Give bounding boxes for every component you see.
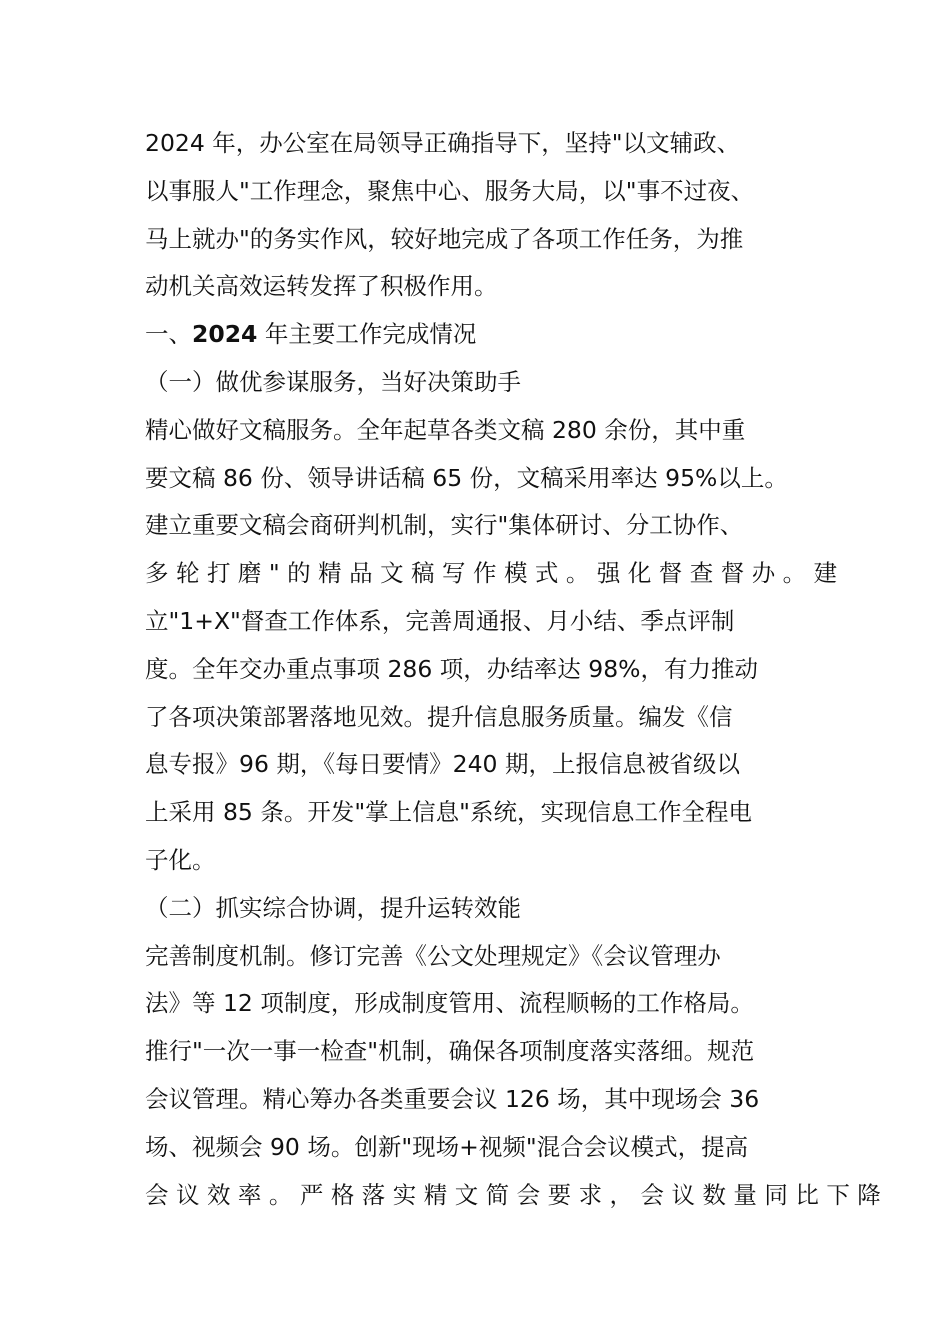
paragraph-line: 马上就办"的务实作风，较好地完成了各项工作任务，为推: [145, 224, 744, 253]
paragraph-line: 多 轮 打 磨 " 的 精 品 文 稿 写 作 模 式 。 强 化 督 查 督 办 。 建: [145, 559, 838, 588]
paragraph-line: 动机关高效运转发挥了积极作用。: [145, 272, 498, 301]
paragraph-line: 场、视频会 90 场。创新"现场+视频"混合会议模式，提高: [145, 1132, 749, 1161]
paragraph-line: 子化。: [145, 845, 216, 874]
paragraph-line: 完善制度机制。修订完善《公文处理规定》《会议管理办: [145, 941, 721, 970]
paragraph-line: 建立重要文稿会商研判机制，实行"集体研讨、分工协作、: [145, 511, 744, 540]
paragraph-line: 以事服人"工作理念，聚焦中心、服务大局，以"事不过夜、: [145, 176, 755, 205]
paragraph-line: 度。全年交办重点事项 286 项，办结率达 98%，有力推动: [145, 654, 758, 683]
paragraph-line: 精心做好文稿服务。全年起草各类文稿 280 余份，其中重: [145, 415, 746, 444]
subsection-heading: （二）抓实综合协调，提升运转效能: [145, 893, 521, 922]
paragraph-line: 了各项决策部署落地见效。提升信息服务质量。编发《信: [145, 702, 733, 731]
section-heading-year: 2024: [192, 320, 258, 349]
paragraph-line: 上采用 85 条。开发"掌上信息"系统，实现信息工作全程电: [145, 798, 752, 827]
paragraph-line: 法》等 12 项制度，形成制度管用、流程顺畅的工作格局。: [145, 989, 754, 1018]
paragraph-line: 要文稿 86 份、领导讲话稿 65 份，文稿采用率达 95%以上。: [145, 463, 788, 492]
section-heading-prefix: 一、: [145, 320, 192, 349]
document-body: [145, 120, 881, 1219]
paragraph-line: 息专报》96 期，《每日要情》240 期，上报信息被省级以: [145, 750, 740, 779]
subsection-heading: （一）做优参谋服务，当好决策助手: [145, 367, 521, 396]
paragraph-line: 会议管理。精心筹办各类重要会议 126 场，其中现场会 36: [145, 1084, 760, 1113]
section-heading-text: 年主要工作完成情况: [257, 320, 477, 349]
paragraph-line: 会 议 效 率 。 严 格 落 实 精 文 简 会 要 求 ， 会 议 数 量 同 比 下 降: [145, 1180, 881, 1209]
paragraph-line: 立"1+X"督查工作体系，完善周通报、月小结、季点评制: [145, 606, 735, 635]
section-heading: [145, 311, 815, 359]
paragraph-line: 2024 年，办公室在局领导正确指导下，坚持"以文辅政、: [145, 129, 741, 157]
paragraph-line: 推行"一次一事一检查"机制，确保各项制度落实落细。规范: [145, 1037, 755, 1066]
